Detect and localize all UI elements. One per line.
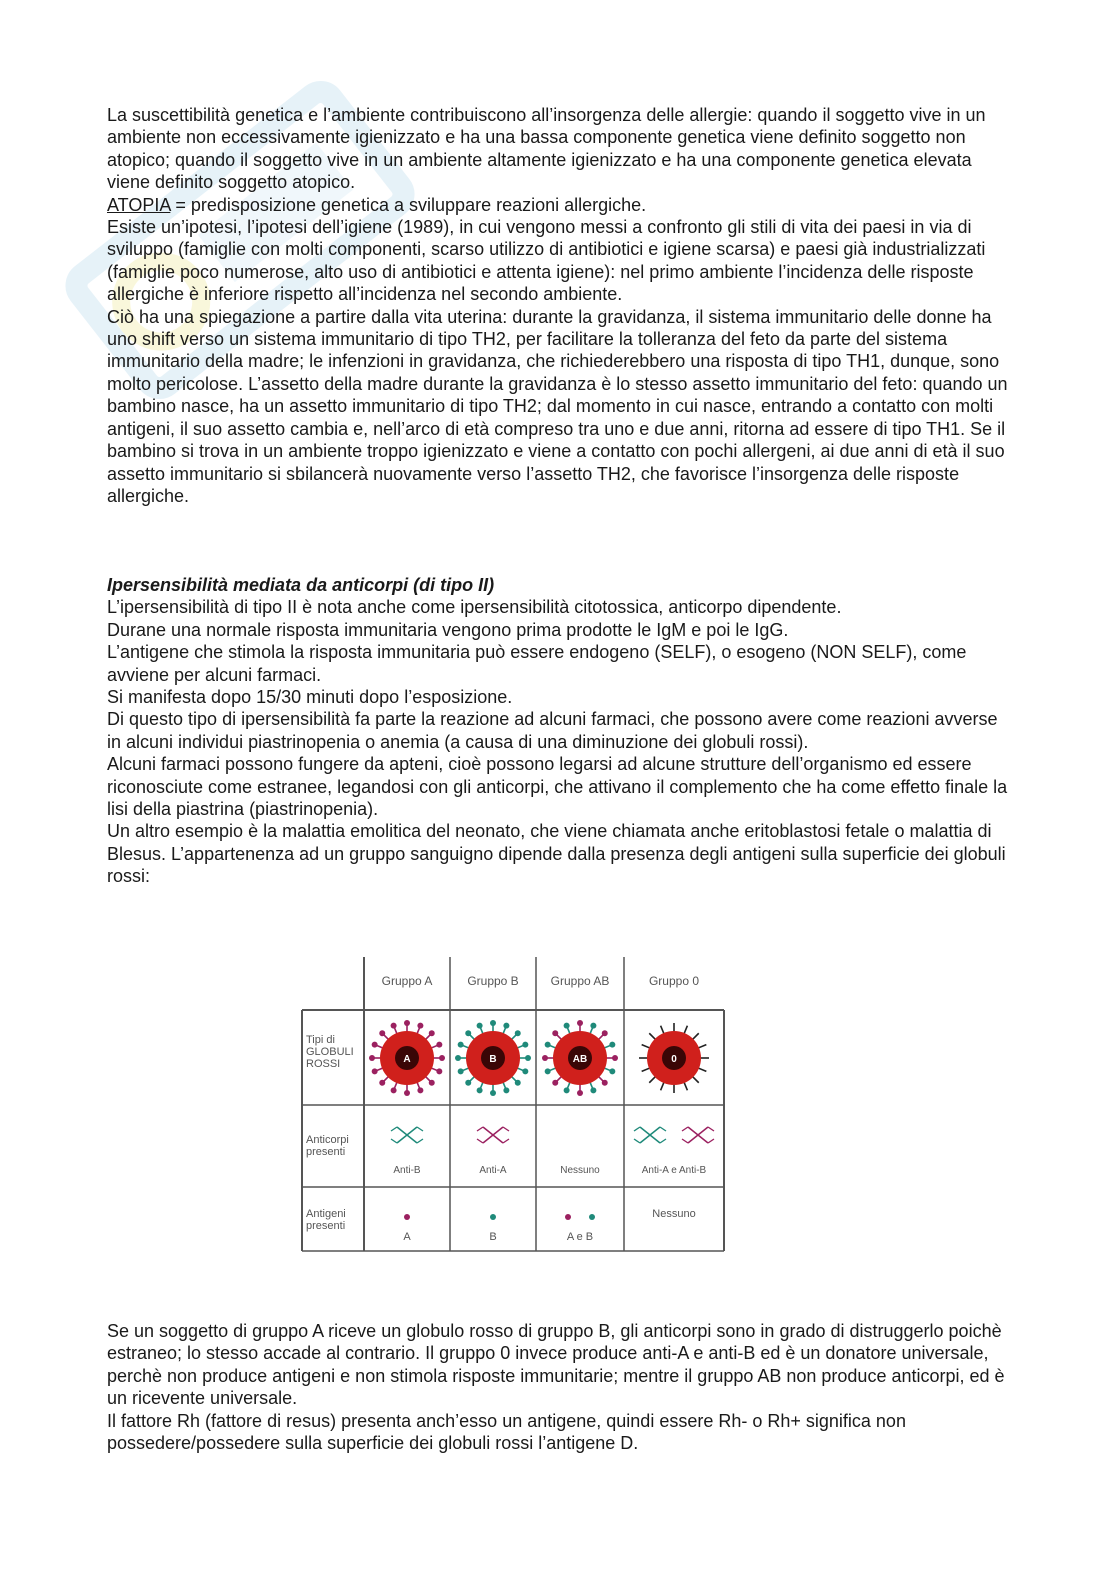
cell-antigen-dot: [372, 1042, 378, 1048]
cell-antigen-dot: [490, 1020, 496, 1026]
antibody-arm: [688, 1127, 698, 1135]
antibody-branch: [708, 1139, 714, 1143]
antibody-arm: [640, 1135, 650, 1143]
group-header-label: Gruppo AB: [550, 974, 610, 988]
cell-antigen-dot: [590, 1087, 596, 1093]
cell-antigen-dot: [429, 1030, 435, 1036]
antibody-branch: [503, 1139, 509, 1143]
intro-paragraph-2: Esiste un’ipotesi, l’ipotesi dell’igiene (1989), in cui vengono messi a confronto gli stili di vita dei paesi in via di sviluppo (famiglie con molti componenti, scarso utilizzo di antibiotici e igiene scarsa) e paesi già industrializzati (famiglie poco numerose, alto uso di antibiotici e attenta igiene): nel primo ambiente l’incidenza delle risposte allergiche è inferiore rispetto all’incidenza nel secondo ambiente.: [107, 217, 986, 305]
cell-antigen-dot: [391, 1087, 397, 1093]
section-paragraph-6: Alcuni farmaci possono fungere da apteni, cioè possono legarsi ad alcune strutture dell’organismo ed essere riconosciute come estranee, legandosi con gli anticorpi, che attivano il complemento che ha come effetto finale la lisi della piastrina (piastrinopenia).: [107, 754, 1008, 820]
cell-antigen-dot: [522, 1068, 528, 1074]
closing-section: [107, 1320, 1012, 1454]
cell-antigen-dot: [458, 1068, 464, 1074]
row-label-cells: ROSSI: [306, 1058, 341, 1070]
cell-antigen-dot: [379, 1080, 385, 1086]
antibody-arm: [698, 1135, 708, 1143]
intro-paragraph-1: La suscettibilità genetica e l’ambiente contribuiscono all’insorgenza delle allergie: quando il soggetto vive in un ambiente non eccessivamente igienizzato e ha una bassa componente genetica viene definito soggetto non atopico; quando il soggetto vive in un ambiente altamente igienizzato e ha una componente genetica elevata viene definito soggetto atopico.: [107, 105, 986, 193]
intro-paragraph-3: Ciò ha una spiegazione a partire dalla vita uterina: durante la gravidanza, il sistema immunitario delle donne ha uno shift verso un sistema immunitario di tipo TH2, per facilitare la tolleranza del feto da parte del sistema immunitario della madre; le infenzioni in gravidanza, che richiederebbero una risposta di tipo TH1, dunque, sono molto pericolose. L’assetto della madre durante la gravidanza è lo stesso assetto immunitario del feto: quando un bambino nasce, ha un assetto immunitario di tipo TH2; dal momento in cui nasce, entrando a contatto con molti antigeni, il suo assetto cambia e, nell’arco di età compreso tra uno e due anni, ritorna ad essere di tipo TH1. Se il bambino si trova in un ambiente troppo igienizzato e viene a contatto con pochi allergeni, ai due anni di età il suo assetto immunitario si sbilancerà nuovamente verso l’assetto TH2, che favorisce l’insorgenza delle risposte allergiche.: [107, 306, 1008, 506]
antibody-branch: [477, 1139, 483, 1143]
cell-antigen-dot: [379, 1030, 385, 1036]
section-paragraph-4: Si manifesta dopo 15/30 minuti dopo l’esposizione.: [107, 687, 513, 708]
cell-antigen-dot: [590, 1023, 596, 1029]
cell-antigen-dot: [490, 1090, 496, 1096]
row-label-antigens: Antigeni: [306, 1208, 346, 1220]
cell-antigen-dot: [564, 1023, 570, 1029]
antigen-dot: [565, 1214, 571, 1220]
antibody-arm: [407, 1135, 417, 1143]
row-label-antibodies: Anticorpi: [306, 1134, 349, 1146]
antibody-arm: [688, 1135, 698, 1143]
antibody-arm: [483, 1135, 493, 1143]
antibody-branch: [477, 1127, 483, 1131]
row-label-cells: GLOBULI: [306, 1046, 354, 1058]
row-label-cells: Tipi di: [306, 1034, 335, 1046]
table-grid: [302, 957, 724, 1251]
red-cell-letter: B: [489, 1054, 497, 1065]
antibody-arm: [640, 1127, 650, 1135]
cell-antigen-dot: [455, 1055, 461, 1061]
cell-antigen-dot: [515, 1080, 521, 1086]
cell-antigen-dot: [477, 1023, 483, 1029]
antibody-branch: [708, 1127, 714, 1131]
cell-antigen-dot: [525, 1055, 531, 1061]
red-cell-letter: 0: [671, 1054, 677, 1065]
red-cell-letter: A: [403, 1054, 411, 1065]
antigen-dot: [589, 1214, 595, 1220]
antibody-drawings: [391, 1127, 714, 1176]
cell-antigen-dot: [465, 1030, 471, 1036]
antibody-branch: [660, 1139, 666, 1143]
antibody-branch: [634, 1127, 640, 1131]
cell-antigen-dot: [522, 1042, 528, 1048]
cell-antigen-dot: [503, 1023, 509, 1029]
cell-antigen-dot: [545, 1042, 551, 1048]
antibody-arm: [407, 1127, 417, 1135]
antigen-dot: [404, 1214, 410, 1220]
antibody-arm: [650, 1127, 660, 1135]
antibody-label: Anti-A e Anti-B: [641, 1165, 707, 1176]
cell-antigen-dot: [602, 1080, 608, 1086]
cell-antigen-dot: [612, 1055, 618, 1061]
blood-group-table: [300, 955, 726, 1253]
antibody-branch: [634, 1139, 640, 1143]
antibody-label: Anti-B: [393, 1165, 421, 1176]
section-paragraph-3: L’antigene che stimola la risposta immunitaria può essere endogeno (SELF), o esogeno (NON SELF), come avviene per alcuni farmaci.: [107, 642, 967, 685]
cell-antigen-dot: [465, 1080, 471, 1086]
cell-antigen-dot: [439, 1055, 445, 1061]
cell-antigen-dot: [429, 1080, 435, 1086]
cell-antigen-dot: [503, 1087, 509, 1093]
cell-antigen-dot: [404, 1090, 410, 1096]
cell-antigen-dot: [391, 1023, 397, 1029]
cell-antigen-dot: [545, 1068, 551, 1074]
cell-antigen-dot: [577, 1020, 583, 1026]
cell-antigen-dot: [477, 1087, 483, 1093]
group-header-label: Gruppo A: [381, 974, 433, 988]
antibody-arm: [493, 1135, 503, 1143]
cell-antigen-dot: [417, 1023, 423, 1029]
antibody-branch: [417, 1139, 423, 1143]
type-ii-section: [107, 574, 1012, 888]
antibody-arm: [397, 1127, 407, 1135]
closing-paragraph-2: Il fattore Rh (fattore di resus) presenta anch’esso un antigene, quindi essere Rh- o Rh+ significa non possedere/possedere sulla superficie dei globuli rossi l’antigene D.: [107, 1410, 906, 1454]
antibody-branch: [503, 1127, 509, 1131]
antibody-arm: [483, 1127, 493, 1135]
atopia-term: ATOPIA: [107, 194, 171, 215]
antigen-label: A e B: [566, 1231, 594, 1243]
antigen-label: A: [403, 1231, 411, 1243]
section-paragraph-1: L’ipersensibilità di tipo II è nota anche come ipersensibilità citotossica, anticorpo dipendente.: [107, 597, 842, 618]
blood-group-figure: [300, 955, 726, 1253]
antibody-branch: [682, 1139, 688, 1143]
section-heading: Ipersensibilità mediata da anticorpi (di tipo II): [107, 575, 495, 595]
cell-antigen-dot: [436, 1068, 442, 1074]
antibody-arm: [493, 1127, 503, 1135]
cell-antigen-dot: [458, 1042, 464, 1048]
intro-section: [107, 104, 1012, 507]
cell-antigen-dot: [542, 1055, 548, 1061]
cell-antigen-dot: [602, 1030, 608, 1036]
cell-antigen-dot: [577, 1090, 583, 1096]
antibody-branch: [391, 1127, 397, 1131]
antigen-label: Nessuno: [652, 1208, 696, 1220]
cell-antigen-dot: [417, 1087, 423, 1093]
antigen-dot: [490, 1214, 496, 1220]
antibody-branch: [660, 1127, 666, 1131]
antibody-branch: [417, 1127, 423, 1131]
section-paragraph-5: Di questo tipo di ipersensibilità fa parte la reazione ad alcuni farmaci, che possono avere come reazioni avverse in alcuni individui piastrinopenia o anemia (a causa di una diminuzione dei globuli rossi).: [107, 709, 998, 752]
antigen-label: B: [489, 1231, 497, 1243]
antibody-label: Nessuno: [560, 1165, 600, 1176]
cell-antigen-dot: [436, 1042, 442, 1048]
antibody-branch: [682, 1127, 688, 1131]
atopia-definition: [107, 194, 1012, 216]
section-paragraph-2: Durane una normale risposta immunitaria vengono prima prodotte le IgM e poi le IgG.: [107, 619, 789, 640]
antibody-arm: [397, 1135, 407, 1143]
row-label-antibodies: presenti: [306, 1146, 346, 1158]
cell-antigen-dot: [609, 1068, 615, 1074]
group-header-label: Gruppo 0: [648, 974, 700, 988]
red-cell-letter: AB: [572, 1054, 588, 1065]
cell-antigen-dot: [552, 1080, 558, 1086]
cell-antigen-dot: [564, 1087, 570, 1093]
red-cell-drawings: [369, 1020, 709, 1096]
cell-antigen-dot: [552, 1030, 558, 1036]
cell-antigen-dot: [515, 1030, 521, 1036]
group-header-label: Gruppo B: [467, 974, 519, 988]
antibody-label: Anti-A: [479, 1165, 507, 1176]
section-paragraph-7: Un altro esempio è la malattia emolitica del neonato, che viene chiamata anche eritoblastosi fetale o malattia di Blesus. L’appartenenza ad un gruppo sanguigno dipende dalla presenza degli antigeni sulla superficie dei globuli rossi:: [107, 821, 1006, 887]
row-label-antigens: presenti: [306, 1220, 346, 1232]
cell-antigen-dot: [372, 1068, 378, 1074]
atopia-definition-text: = predisposizione genetica a sviluppare reazioni allergiche.: [170, 194, 647, 215]
antibody-branch: [391, 1139, 397, 1143]
cell-antigen-dot: [609, 1042, 615, 1048]
cell-antigen-dot: [404, 1020, 410, 1026]
closing-paragraph-1: Se un soggetto di gruppo A riceve un globulo rosso di gruppo B, gli anticorpi sono in grado di distruggerlo poichè estraneo; lo stesso accade al contrario. Il gruppo 0 invece produce anti-A e anti-B ed è un donatore universale, perchè non produce antigeni e non stimola risposte immunitarie; mentre il gruppo AB non produce anticorpi, ed è un ricevente universale.: [107, 1321, 1005, 1409]
antibody-arm: [698, 1127, 708, 1135]
antibody-arm: [650, 1135, 660, 1143]
antigen-drawings: [403, 1208, 695, 1243]
table-labels: [306, 974, 699, 1232]
cell-antigen-dot: [369, 1055, 375, 1061]
